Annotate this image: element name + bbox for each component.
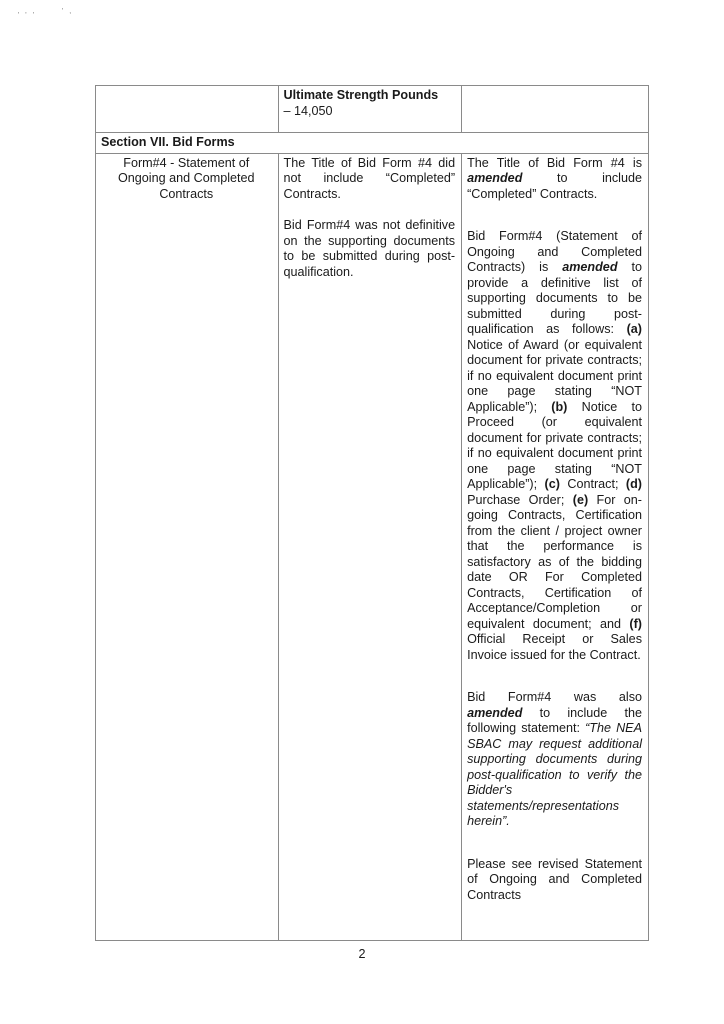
strength-label: Ultimate Strength Pounds [283, 88, 439, 102]
amendment-paragraph [467, 690, 642, 830]
scan-mark: ' ' ' [18, 12, 36, 19]
text: Contract; [559, 477, 626, 491]
item-label: (a) [626, 322, 642, 336]
text: The Title of Bid Form #4 is [467, 155, 642, 170]
text: Bid Form#4 (Statement of Ongoing and Completed Contracts) is [467, 229, 642, 274]
text: to include the following statement: [467, 705, 642, 735]
item-label: (d) [625, 477, 642, 491]
section-row [96, 133, 649, 154]
text: Notice to Proceed (or equivalent document for private contracts; if no equivalent document print one page stating “NOT Applicable”); [467, 399, 642, 491]
amendment-paragraph: Please see revised Statement of Ongoing and Completed Contracts [467, 856, 642, 902]
table-row [96, 153, 649, 940]
item-label: (f) [629, 616, 642, 631]
cell-empty [462, 86, 649, 133]
page-number: 2 [358, 947, 366, 961]
table-row [96, 86, 649, 133]
text: Purchase Order; [467, 492, 573, 507]
amended-provision [462, 153, 649, 940]
original-text: The Title of Bid Form #4 did not include “Completed” Contracts. [283, 155, 456, 201]
item-label: (b) [551, 399, 568, 414]
emphasis-text: amended [562, 260, 618, 274]
text: to include “Completed” Contracts. [467, 171, 642, 201]
text: For on-going Contracts, Certification from the client / project owner that the performance is satisfactory as of the bidding date OR For Completed Contracts, Certification of Acceptance/Completion or equivalent document; and [467, 492, 642, 631]
amendment-paragraph [467, 156, 642, 203]
text: Bid Form#4 was also [467, 690, 642, 704]
strength-value: – 14,050 [283, 103, 333, 118]
form-name: Form#4 - Statement of Ongoing and Completed Contracts [96, 153, 279, 940]
cell-empty [96, 86, 279, 133]
text: to provide a definitive list of supporting documents to be submitted during post-qualification as follows: [467, 260, 642, 336]
original-provision [278, 153, 462, 940]
quoted-statement: “The NEA SBAC may request additional supporting documents during post-qualification to verify the Bidder's statements/representations herein”. [467, 721, 642, 828]
scan-mark: ' , [62, 8, 74, 15]
amendment-paragraph [467, 229, 642, 663]
section-header: Section VII. Bid Forms [96, 133, 649, 154]
original-text: Bid Form#4 was not definitive on the supporting documents to be submitted during post-qualification. [283, 218, 456, 279]
emphasis-text: amended [467, 705, 523, 720]
cell-strength [278, 86, 462, 133]
item-label: (e) [572, 492, 589, 507]
text: Official Receipt or Sales Invoice issued for the Contract. [467, 632, 642, 662]
text: Notice of Award (or equivalent document for private contracts; if no equivalent document print one page stating “NOT Applicable”); [467, 337, 642, 414]
amendment-table [95, 85, 649, 941]
emphasis-text: amended [467, 171, 523, 185]
item-label: (c) [544, 477, 560, 491]
